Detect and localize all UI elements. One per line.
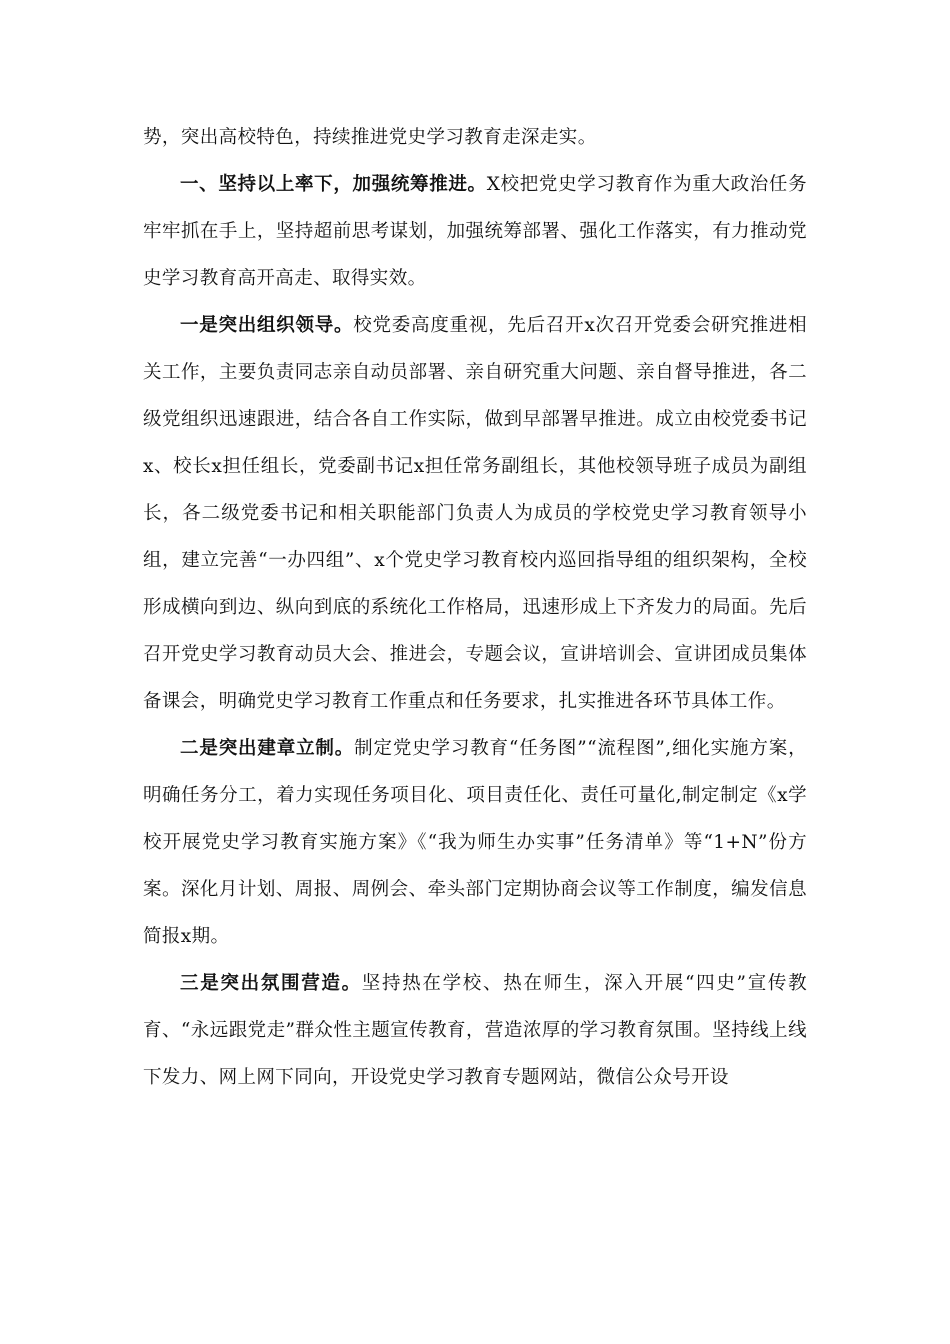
paragraph-text: 势，突出高校特色，持续推进党史学习教育走深走实。 (143, 127, 597, 148)
paragraph-text: 制定党史学习教育“任务图”“流程图”,细化实施方案，明确任务分工，着力实现任务项目化、项目责任化、责任可量化,制定制定《x学校开展党史学习教育实施方案》《“我为师生办实事”任务清单》等“1+N”份方案。深化月计划、周报、周例会、牵头部门定期协商会议等工作制度，编发信息简报x期。 (143, 738, 807, 947)
paragraph-atmosphere (143, 960, 807, 1101)
paragraph-text: 校党委高度重视，先后召开x次召开党委会研究推进相关工作，主要负责同志亲自动员部署、亲自研究重大问题、亲自督导推进，各二级党组织迅速跟进，结合各自工作实际，做到早部署早推进。成立由校党委书记x、校长x担任组长，党委副书记x担任常务副组长，其他校领导班子成员为副组长，各二级党委书记和相关职能部门负责人为成员的学校党史学习教育领导小组，建立完善“一办四组”、x个党史学习教育校内巡回指导组的组织架构，全校形成横向到边、纵向到底的系统化工作格局，迅速形成上下齐发力的局面。先后召开党史学习教育动员大会、推进会，专题会议，宣讲培训会、宣讲团成员集体备课会，明确党史学习教育工作重点和任务要求，扎实推进各环节具体工作。 (143, 315, 807, 712)
paragraph-heading: 一、坚持以上率下，加强统筹推进。 (180, 174, 487, 195)
paragraph-continuation (143, 114, 807, 161)
paragraph-rules-system (143, 725, 807, 960)
paragraph-heading: 三是突出氛围营造。 (180, 973, 362, 994)
paragraph-organization-leadership (143, 302, 807, 725)
paragraph-text: 坚持热在学校、热在师生，深入开展“四史”宣传教育、“永远跟党走”群众性主题宣传教育，营造浓厚的学习教育氛围。坚持线上线下发力、网上网下同向，开设党史学习教育专题网站，微信公众号开设 (143, 973, 807, 1088)
paragraph-text: X校把党史学习教育作为重大政治任务牢牢抓在手上，坚持超前思考谋划，加强统筹部署、强化工作落实，有力推动党史学习教育高开高走、取得实效。 (143, 174, 807, 289)
paragraph-heading: 二是突出建章立制。 (180, 738, 355, 759)
paragraph-section-one (143, 161, 807, 302)
document-body (143, 114, 807, 1101)
paragraph-heading: 一是突出组织领导。 (180, 315, 354, 336)
